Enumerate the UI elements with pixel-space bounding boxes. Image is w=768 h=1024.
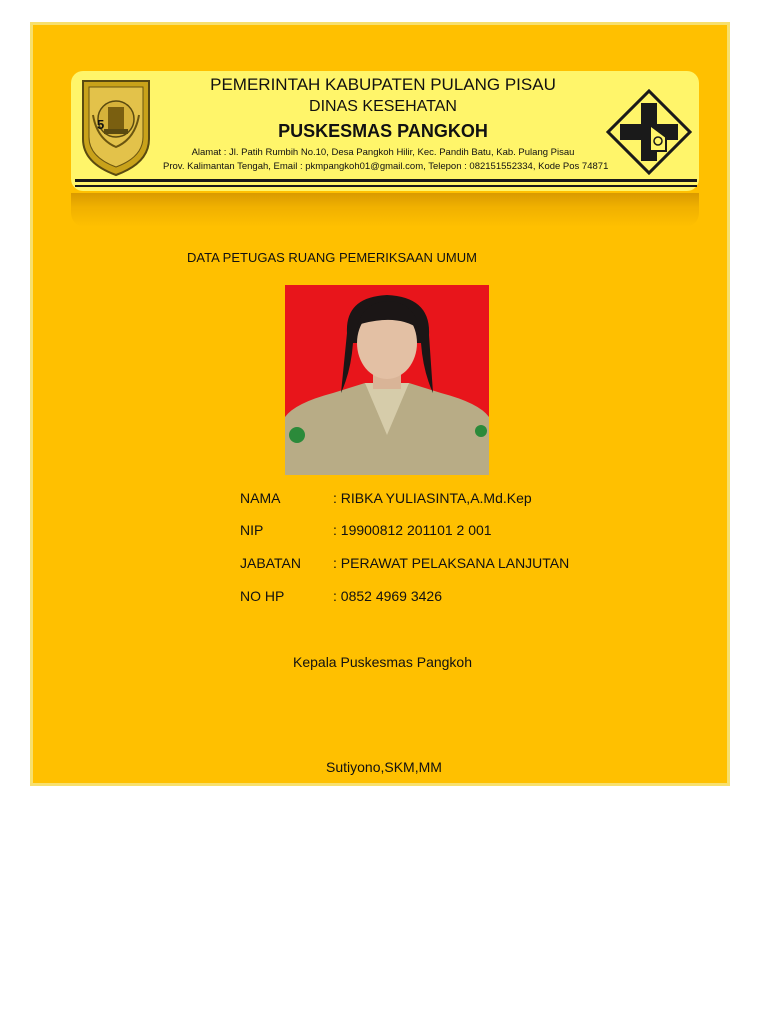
letterhead-department: DINAS KESEHATAN [309,98,457,115]
signatory-name: Sutiyono,SKM,MM [326,759,442,775]
seal-number: 5 [97,117,105,132]
field-label-no-hp: NO HP [240,588,285,604]
signatory-position: Kepala Puskesmas Pangkoh [293,654,472,670]
field-label-nip: NIP [240,522,264,538]
letterhead-contact: Prov. Kalimantan Tengah, Email : pkmpangkoh01@gmail.com, Telepon : 082151552334, Kode Pos 74871 [163,161,609,172]
letterhead-address: Alamat : Jl. Patih Rumbih No.10, Desa Pangkoh Hilir, Kec. Pandih Batu, Kab. Pulang Pisau [191,147,575,158]
field-label-jabatan: JABATAN [240,555,301,571]
regency-seal-icon [77,77,155,177]
field-value-nama: : RIBKA YULIASINTA,A.Md.Kep [333,490,532,506]
field-value-jabatan: : PERAWAT PELAKSANA LANJUTAN [333,555,570,571]
field-value-no-hp: : 0852 4969 3426 [333,588,442,604]
field-label-nama: NAMA [240,490,281,506]
field-value-nip: : 19900812 201101 2 001 [333,522,492,538]
health-ministry-logo-icon [606,89,692,175]
letterhead-puskesmas: PUSKESMAS PANGKOH [278,121,488,141]
header-divider-thick [75,179,697,182]
document-title: DATA PETUGAS RUANG PEMERIKSAAN UMUM [187,250,477,265]
header-divider-thin [75,185,697,187]
id-card [30,22,730,786]
staff-photo [285,285,489,475]
letterhead-government: PEMERINTAH KABUPATEN PULANG PISAU [210,75,556,94]
header-shadow [71,193,699,227]
